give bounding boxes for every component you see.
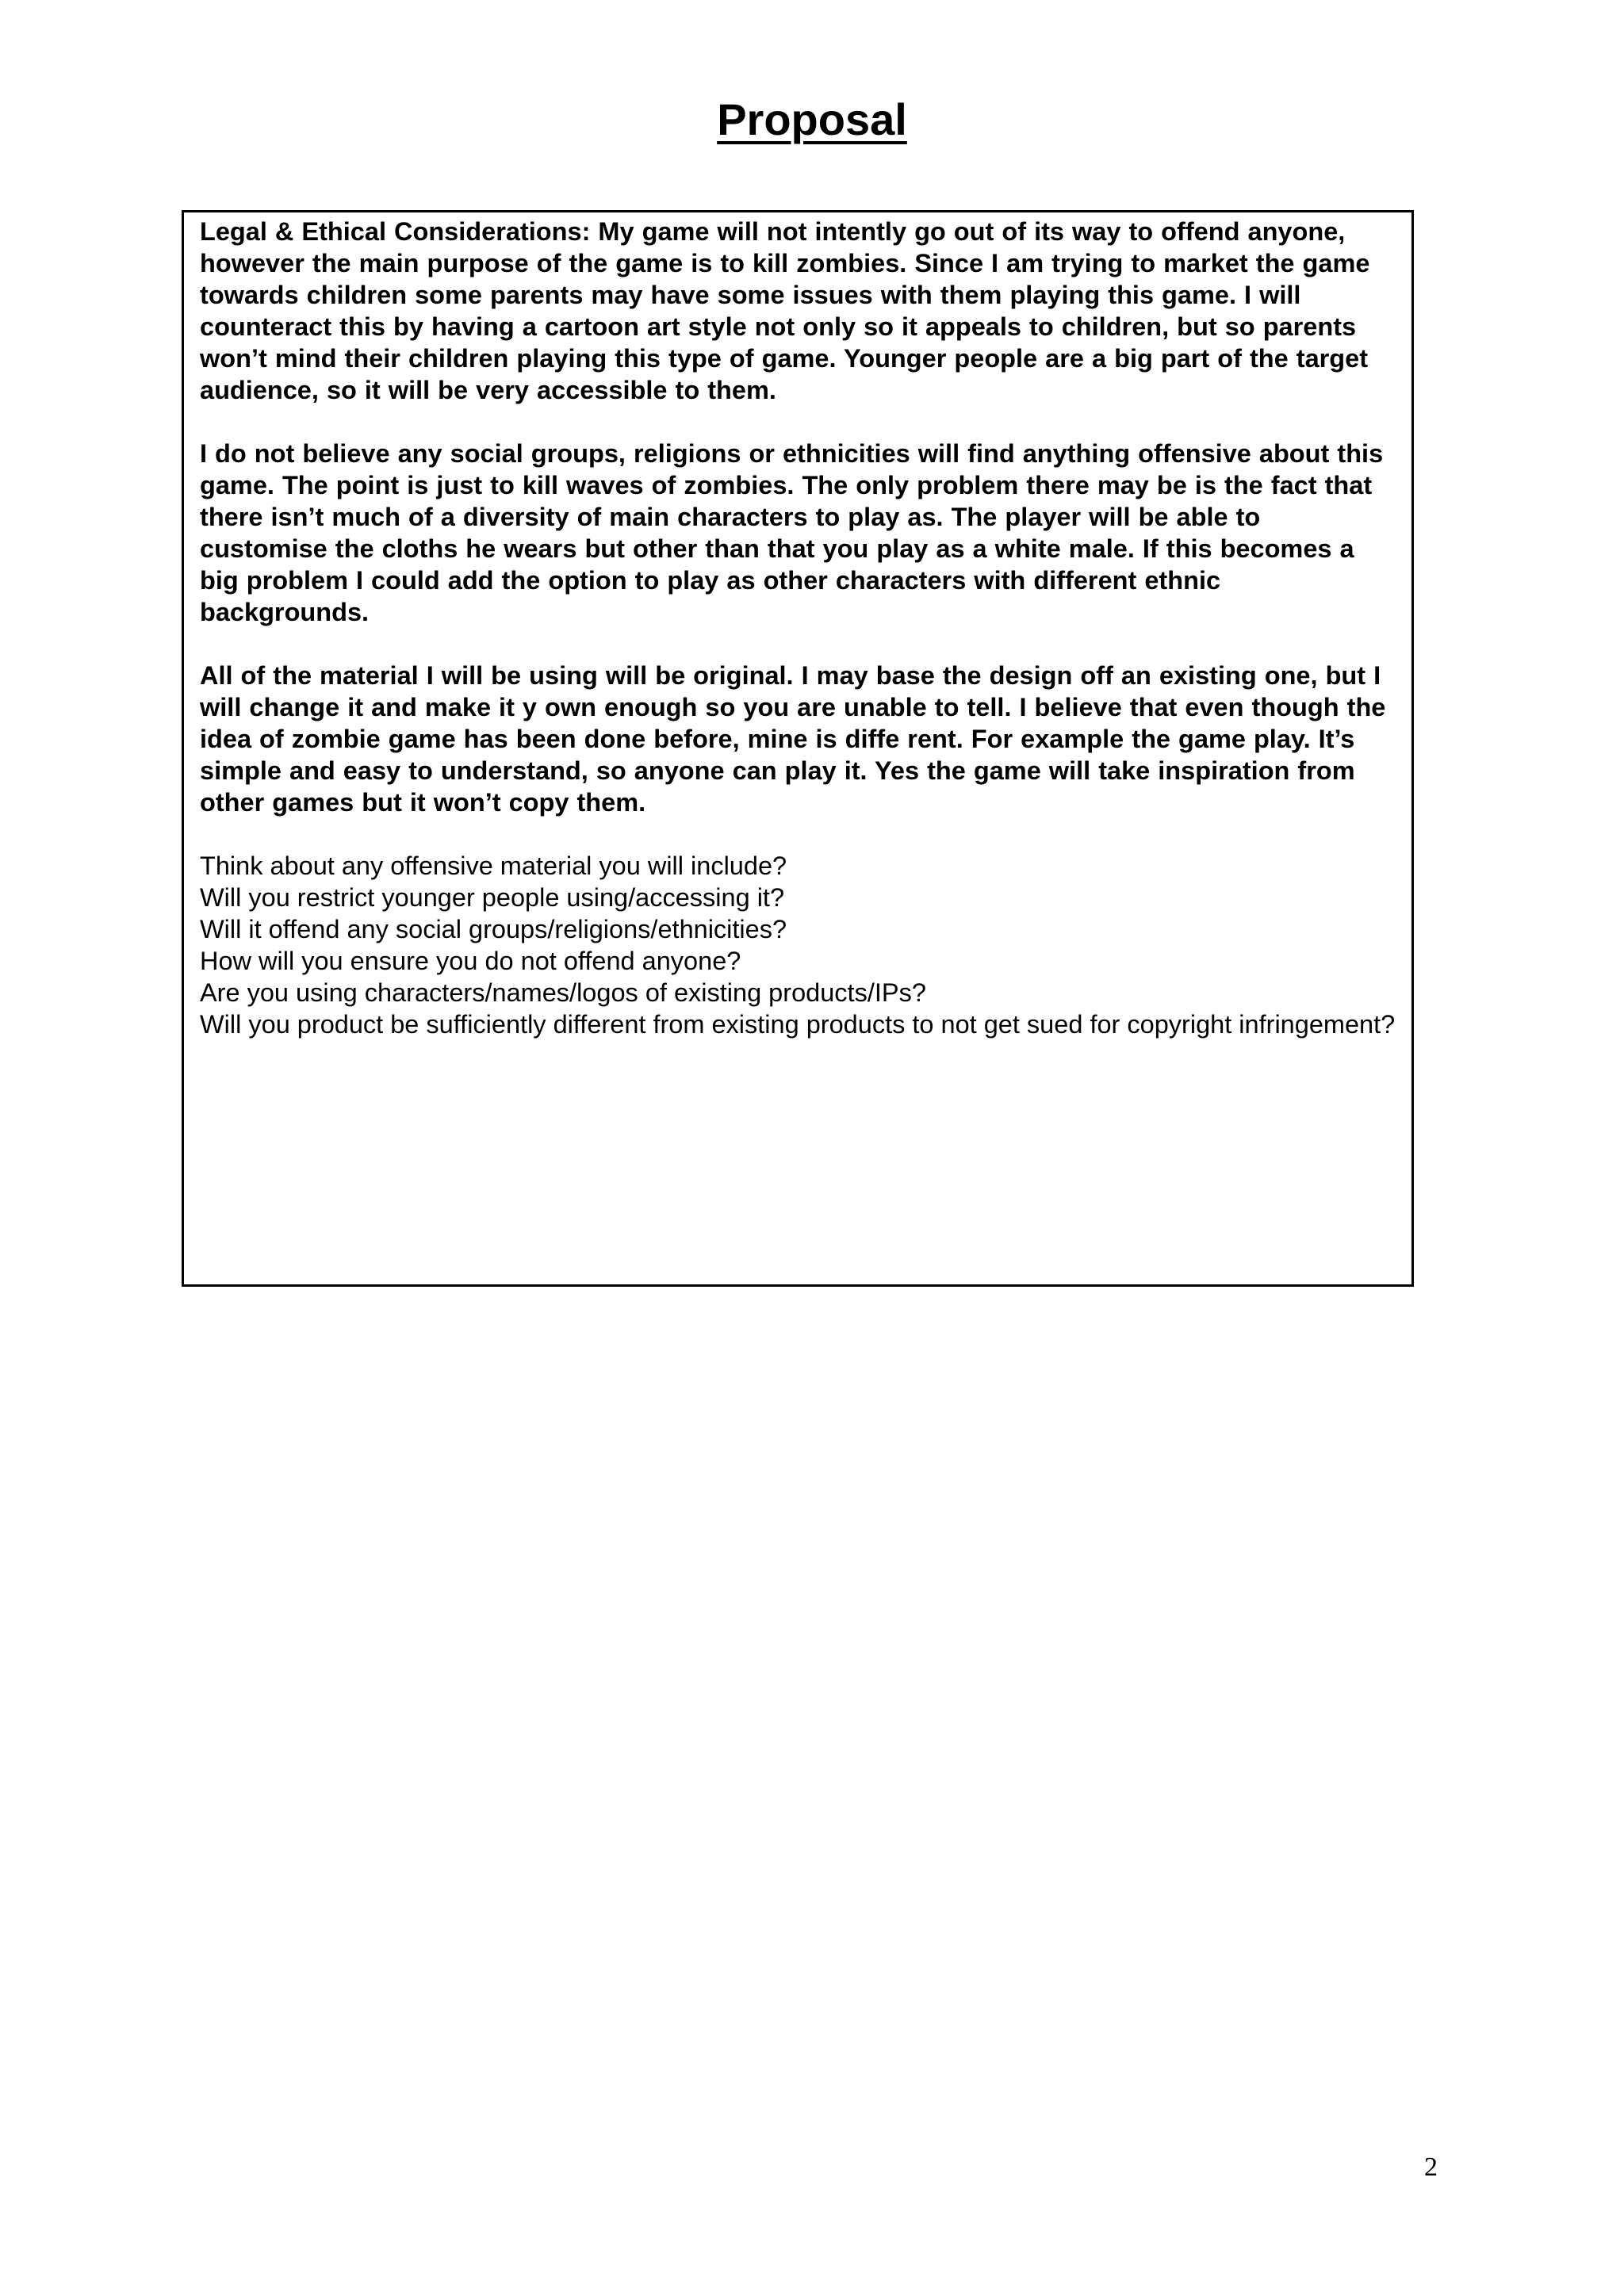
prompt-ensure-not-offend: How will you ensure you do not offend anyone? bbox=[200, 947, 741, 975]
guidance-prompts bbox=[200, 850, 1396, 1040]
social-groups-paragraph: I do not believe any social groups, religions or ethnicities will find anything offensive about this game. The point is just to kill waves of zombies. The only problem there may be is the fact that there isn’t much of a diversity of main characters to play as. The player will be able to customise the cloths he wears but other than that you play as a white male. If this becomes a big problem I could add the option to play as other characters with different ethnic backgrounds. bbox=[200, 439, 1384, 626]
prompt-offend-groups: Will it offend any social groups/religions/ethnicities? bbox=[200, 915, 787, 943]
legal-ethical-box bbox=[182, 210, 1414, 1287]
originality-paragraph: All of the material I will be using will be original. I may base the design off an existing one, but I will change it and make it y own enough so you are unable to tell. I believe that even though the idea of zombie game has been done before, mine is diffe rent. For example the game play. It’s simple and easy to understand, so anyone can play it. Yes the game will take inspiration from other games but it won’t copy them. bbox=[200, 661, 1386, 817]
page-number: 2 bbox=[1424, 2152, 1438, 2182]
prompt-offensive-material: Think about any offensive material you will include? bbox=[200, 851, 787, 880]
prompt-restrict-younger: Will you restrict younger people using/accessing it? bbox=[200, 883, 785, 912]
legal-ethical-paragraph: Legal & Ethical Considerations: My game will not intently go out of its way to offend anyone, however the main purpose of the game is to kill zombies. Since I am trying to market the game towards children some parents may have some issues with them playing this game. I will counteract this by having a cartoon art style not only so it appeals to children, but so parents won’t mind their children playing this type of game. Younger people are a big part of the target audience, so it will be very accessible to them. bbox=[200, 217, 1370, 404]
prompt-copyright: Will you product be sufficiently different from existing products to not get sued for copyright infringement? bbox=[200, 1010, 1396, 1039]
page-title: Proposal bbox=[717, 94, 907, 144]
prompt-existing-ips: Are you using characters/names/logos of existing products/IPs? bbox=[200, 978, 926, 1007]
